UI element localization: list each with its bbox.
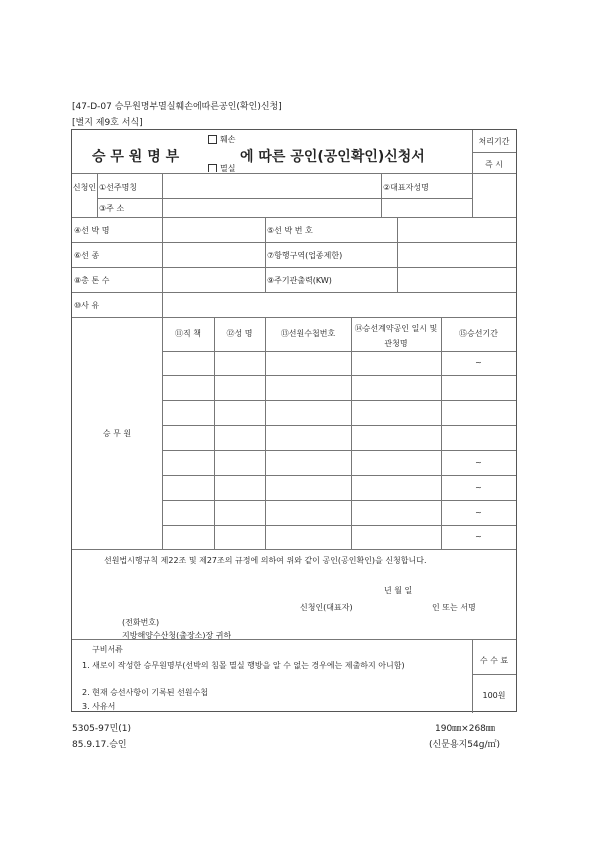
period-tilde: ~ (475, 358, 482, 367)
representative-label: ②대표자성명 (383, 183, 429, 192)
approval-date: 85.9.17.승인 (72, 740, 127, 750)
reason-label: ⑩사 유 (74, 301, 100, 310)
application-form (71, 129, 517, 712)
owner-name-label: ①선주명칭 (99, 183, 138, 192)
route-label: ⑦항행구역(업종제한) (267, 251, 343, 260)
signer-label: 신청인(대표자) (300, 603, 353, 612)
col-position: ⑪직 책 (175, 329, 201, 338)
recipient-label: 지방해양수산청(출장소)장 귀하 (122, 631, 232, 639)
document-item: 3. 사유서 (82, 702, 116, 711)
col-period: ⑮승선기간 (459, 329, 498, 338)
col-contract: ⑭승선계약공인 일시 및 관청명 (354, 324, 438, 348)
ship-number-label: ⑤선 박 번 호 (267, 226, 313, 235)
damage-option[interactable] (208, 134, 235, 145)
damage-option-label: 훼손 (220, 135, 236, 144)
phone-label: (전화번호) (122, 618, 160, 627)
engine-output-label: ⑨주기관출력(KW) (267, 276, 332, 285)
document-item: 1. 새로이 작성한 승무원명부(선박의 침몰 멸실 행방을 알 수 없는 경우에는 제출하지 아니함) (82, 661, 405, 670)
form-code: [47-D-07 승무원명부멸실훼손에따른공인(확인)신청] (72, 102, 282, 112)
checkbox-icon (208, 135, 217, 144)
tonnage-label: ⑧총 톤 수 (74, 276, 110, 285)
statement-text: 선원법시행규칙 제22조 및 제27조의 규정에 의하여 위와 같이 공인(공인확인)을 신청합니다. (104, 556, 427, 565)
attachment-label: [별지 제9호 서식] (72, 118, 143, 128)
paper-type: (신문용지54g/㎡) (429, 740, 500, 750)
fee-label: 수 수 료 (479, 656, 509, 665)
ship-type-label: ⑥선 종 (74, 251, 100, 260)
documents-title: 구비서류 (92, 645, 123, 654)
period-tilde: ~ (475, 532, 482, 541)
form-number: 5305-97민(1) (72, 724, 132, 734)
period-tilde: ~ (475, 508, 482, 517)
form-title-suffix: 에 따른 공인(공인확인)신청서 (240, 149, 425, 165)
period-tilde: ~ (475, 483, 482, 492)
col-name: ⑫성 명 (226, 329, 253, 338)
form-title-prefix: 승 무 원 명 부 (92, 149, 180, 165)
address-label: ③주 소 (99, 204, 125, 213)
applicant-label: 신청인 (72, 183, 97, 192)
loss-option[interactable] (208, 163, 235, 172)
processing-period-label: 처리기간 (478, 137, 510, 146)
period-tilde: ~ (475, 458, 482, 467)
document-item: 2. 현재 승선사항이 기록된 선원수첩 (82, 688, 208, 697)
crew-label: 승 무 원 (102, 429, 132, 438)
loss-option-label: 멸실 (220, 164, 236, 172)
processing-period-value: 즉 시 (485, 160, 503, 169)
date-line: 년 월 일 (384, 586, 413, 595)
col-seaman-book: ⑬선원수첩번호 (280, 329, 336, 338)
checkbox-icon (208, 164, 217, 172)
paper-size: 190㎜×268㎜ (435, 724, 495, 734)
seal-label: 인 또는 서명 (432, 603, 476, 612)
ship-name-label: ④선 박 명 (74, 226, 110, 235)
fee-value: 100원 (482, 691, 506, 700)
